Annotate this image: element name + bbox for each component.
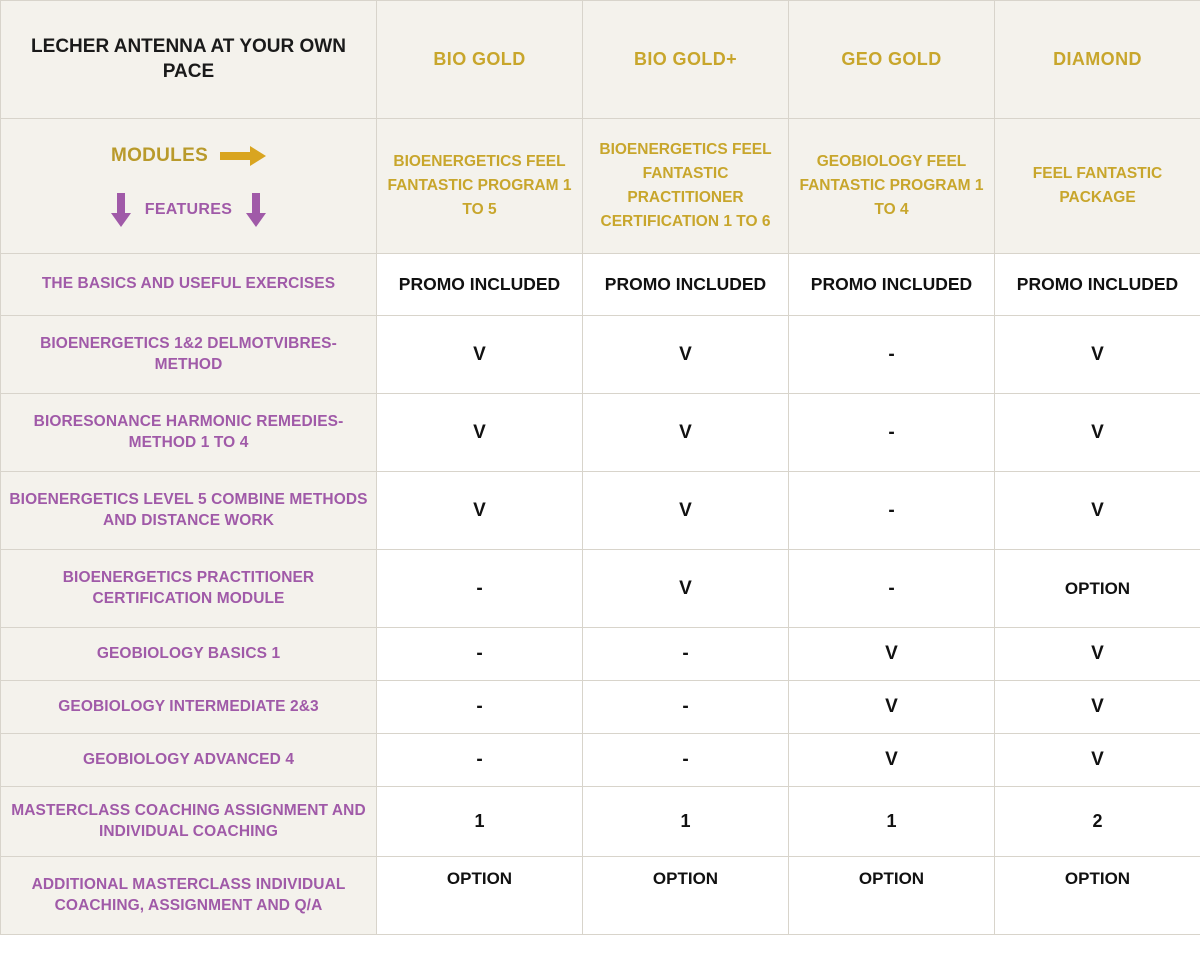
cell-7-2: V	[789, 734, 995, 787]
plan-subtitle-1: BIOENERGETICS FEEL FANTASTIC PRACTITIONER CERTIFICATION 1 TO 6	[583, 119, 789, 254]
feature-label-6: GEOBIOLOGY INTERMEDIATE 2&3	[1, 681, 377, 734]
feature-label-4: BIOENERGETICS PRACTITIONER CERTIFICATION MODULE	[1, 550, 377, 628]
plan-subtitle-3: FEEL FANTASTIC PACKAGE	[995, 119, 1200, 254]
cell-1-2: -	[789, 316, 995, 394]
plan-subtitle-2: GEOBIOLOGY FEEL FANTASTIC PROGRAM 1 TO 4	[789, 119, 995, 254]
modules-legend	[7, 145, 370, 167]
table-row	[1, 734, 1200, 787]
table-row	[1, 681, 1200, 734]
feature-label-3: BIOENERGETICS LEVEL 5 COMBINE METHODS AND DISTANCE WORK	[1, 472, 377, 550]
cell-0-3: PROMO INCLUDED	[995, 254, 1200, 316]
cell-1-1: V	[583, 316, 789, 394]
cell-2-0: V	[377, 394, 583, 472]
table-row	[1, 472, 1200, 550]
page-title: LECHER ANTENNA AT YOUR OWN PACE	[1, 1, 377, 119]
cell-4-1: V	[583, 550, 789, 628]
arrow-down-icon-right	[246, 193, 266, 227]
table-row	[1, 857, 1200, 935]
cell-7-1: -	[583, 734, 789, 787]
cell-5-3: V	[995, 628, 1200, 681]
plan-header-3: DIAMOND	[995, 1, 1200, 119]
table-row	[1, 254, 1200, 316]
cell-8-1: 1	[583, 787, 789, 857]
table-row	[1, 394, 1200, 472]
cell-1-3: V	[995, 316, 1200, 394]
cell-2-1: V	[583, 394, 789, 472]
cell-6-0: -	[377, 681, 583, 734]
cell-4-3: OPTION	[995, 550, 1200, 628]
cell-0-2: PROMO INCLUDED	[789, 254, 995, 316]
features-legend	[7, 193, 370, 227]
plan-header-0: BIO GOLD	[377, 1, 583, 119]
cell-7-3: V	[995, 734, 1200, 787]
table-row	[1, 550, 1200, 628]
feature-label-9: ADDITIONAL MASTERCLASS INDIVIDUAL COACHING, ASSIGNMENT AND Q/A	[1, 857, 377, 935]
feature-label-5: GEOBIOLOGY BASICS 1	[1, 628, 377, 681]
cell-3-0: V	[377, 472, 583, 550]
feature-label-8: MASTERCLASS COACHING ASSIGNMENT AND INDIVIDUAL COACHING	[1, 787, 377, 857]
features-label: FEATURES	[144, 201, 233, 218]
cell-2-3: V	[995, 394, 1200, 472]
cell-6-3: V	[995, 681, 1200, 734]
cell-8-3: 2	[995, 787, 1200, 857]
cell-6-2: V	[789, 681, 995, 734]
cell-4-2: -	[789, 550, 995, 628]
cell-2-2: -	[789, 394, 995, 472]
cell-0-1: PROMO INCLUDED	[583, 254, 789, 316]
table-subheader-row	[1, 119, 1200, 254]
table-row	[1, 316, 1200, 394]
feature-label-0: THE BASICS AND USEFUL EXERCISES	[1, 254, 377, 316]
cell-5-2: V	[789, 628, 995, 681]
cell-3-2: -	[789, 472, 995, 550]
arrow-down-icon-left	[111, 193, 131, 227]
legend-cell	[1, 119, 377, 254]
feature-label-1: BIOENERGETICS 1&2 DELMOTVIBRES-METHOD	[1, 316, 377, 394]
cell-4-0: -	[377, 550, 583, 628]
modules-label: MODULES	[110, 145, 209, 166]
cell-9-2: OPTION	[789, 857, 995, 935]
feature-label-7: GEOBIOLOGY ADVANCED 4	[1, 734, 377, 787]
plan-subtitle-0: BIOENERGETICS FEEL FANTASTIC PROGRAM 1 TO 5	[377, 119, 583, 254]
arrow-right-icon	[220, 146, 266, 166]
cell-8-0: 1	[377, 787, 583, 857]
cell-7-0: -	[377, 734, 583, 787]
feature-label-2: BIORESONANCE HARMONIC REMEDIES-METHOD 1 TO 4	[1, 394, 377, 472]
table-row	[1, 628, 1200, 681]
plan-header-1: BIO GOLD+	[583, 1, 789, 119]
cell-9-3: OPTION	[995, 857, 1200, 935]
plan-header-2: GEO GOLD	[789, 1, 995, 119]
cell-8-2: 1	[789, 787, 995, 857]
cell-6-1: -	[583, 681, 789, 734]
cell-9-1: OPTION	[583, 857, 789, 935]
cell-3-1: V	[583, 472, 789, 550]
cell-3-3: V	[995, 472, 1200, 550]
table-header-row	[1, 1, 1200, 119]
cell-0-0: PROMO INCLUDED	[377, 254, 583, 316]
cell-9-0: OPTION	[377, 857, 583, 935]
cell-5-0: -	[377, 628, 583, 681]
table-row	[1, 787, 1200, 857]
cell-1-0: V	[377, 316, 583, 394]
cell-5-1: -	[583, 628, 789, 681]
